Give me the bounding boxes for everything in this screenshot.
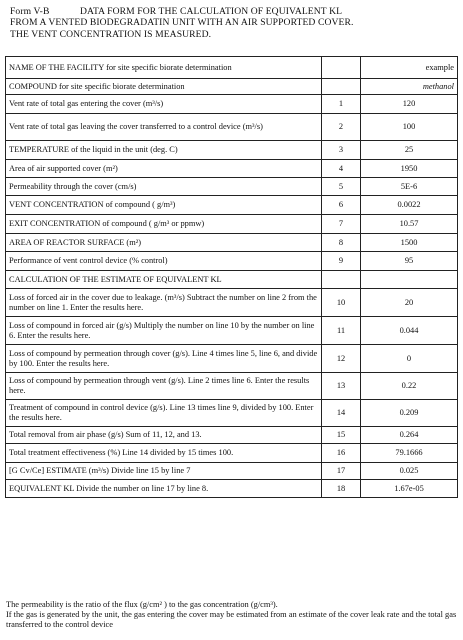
row-number: 3 [322,141,361,160]
row-label: Loss of compound by permeation through cover (g/s). Line 4 times line 5, line 6, and divide by 100. Enter the results here. [6,345,322,373]
form-id: Form V-B [10,6,50,17]
form-row [6,215,458,234]
row-number [322,79,361,95]
form-row [6,95,458,114]
row-number: 18 [322,480,361,498]
row-label: EQUIVALENT KL Divide the number on line 17 by line 8. [6,480,322,498]
row-number: 9 [322,252,361,271]
row-value: 79.1666 [361,444,458,463]
row-value: 0 [361,345,458,373]
row-value: example [361,57,458,79]
row-label: Area of air supported cover (m²) [6,160,322,178]
row-label: Permeability through the cover (cm/s) [6,178,322,196]
row-value: 0.025 [361,463,458,480]
row-label: VENT CONCENTRATION of compound ( g/m³) [6,196,322,215]
row-value: 1950 [361,160,458,178]
row-number: 2 [322,114,361,141]
row-value: 25 [361,141,458,160]
row-value: 0.209 [361,400,458,427]
row-label: Vent rate of total gas leaving the cover transferred to a control device (m³/s) [6,114,322,141]
row-value: 100 [361,114,458,141]
form-row [6,79,458,95]
row-number: 15 [322,427,361,444]
calc-row [6,373,458,400]
row-number [322,57,361,79]
data-form-table [5,56,458,498]
calc-row [6,400,458,427]
form-title-line1: DATA FORM FOR THE CALCULATION OF EQUIVALENT KL [80,6,343,17]
row-label: NAME OF THE FACILITY for site specific biorate determination [6,57,322,79]
row-label: COMPOUND for site specific biorate determination [6,79,322,95]
row-value: 20 [361,289,458,317]
row-label: Total treatment effectiveness (%) Line 14 divided by 15 times 100. [6,444,322,463]
row-label: Total removal from air phase (g/s) Sum of 11, 12, and 13. [6,427,322,444]
row-number: 12 [322,345,361,373]
row-value: 95 [361,252,458,271]
row-number: 10 [322,289,361,317]
form-row [6,196,458,215]
form-row [6,234,458,252]
form-row [6,252,458,271]
row-number: 13 [322,373,361,400]
row-label: Loss of forced air in the cover due to leakage. (m³/s) Subtract the number on line 2 from the number on line 1. Enter the results here. [6,289,322,317]
row-value: 120 [361,95,458,114]
calc-row [6,480,458,498]
row-label: [G Cv/Ce] ESTIMATE (m³/s) Divide line 15 by line 7 [6,463,322,480]
row-label: Loss of compound by permeation through vent (g/s). Line 2 times line 6. Enter the results here. [6,373,322,400]
row-label: Treatment of compound in control device (g/s). Line 13 times line 9, divided by 100. Enter the results here. [6,400,322,427]
form-title-line3: THE VENT CONCENTRATION IS MEASURED. [10,28,212,40]
calc-row [6,345,458,373]
row-number: 8 [322,234,361,252]
calc-row [6,289,458,317]
row-value: 0.0022 [361,196,458,215]
calc-row [6,463,458,480]
form-row [6,160,458,178]
row-number: 6 [322,196,361,215]
row-value: 5E-6 [361,178,458,196]
row-value: 0.22 [361,373,458,400]
footnote-permeability: The permeability is the ratio of the flux (g/cm² ) to the gas concentration (g/cm³). [6,600,278,609]
form-header [10,6,455,40]
row-number: 16 [322,444,361,463]
row-number: 17 [322,463,361,480]
row-number: 14 [322,400,361,427]
row-number: 4 [322,160,361,178]
row-value: 1500 [361,234,458,252]
calc-row [6,444,458,463]
section-heading-row [6,271,458,289]
row-label: Loss of compound in forced air (g/s) Multiply the number on line 10 by the number on line 6. Enter the results here. [6,317,322,345]
row-number [322,271,361,289]
form-row [6,141,458,160]
row-label: Performance of vent control device (% control) [6,252,322,271]
form-row [6,178,458,196]
row-value: methanol [361,79,458,95]
row-value: 0.044 [361,317,458,345]
form-row [6,114,458,141]
row-number: 5 [322,178,361,196]
row-label: Vent rate of total gas entering the cover (m³/s) [6,95,322,114]
footnote-gas-generation: If the gas is generated by the unit, the gas entering the cover may be estimated from an estimate of the cover leak rate and the total gas transferred to the control device [6,610,457,629]
calc-row [6,427,458,444]
calc-row [6,317,458,345]
row-value: 10.57 [361,215,458,234]
form-row [6,57,458,79]
row-number: 7 [322,215,361,234]
row-value: 1.67e-05 [361,480,458,498]
row-number: 1 [322,95,361,114]
form-title-line2: FROM A VENTED BIODEGRADATIN UNIT WITH AN AIR SUPPORTED COVER. [10,17,354,29]
row-label: TEMPERATURE of the liquid in the unit (deg. C) [6,141,322,160]
row-value: 0.264 [361,427,458,444]
row-label: EXIT CONCENTRATION of compound ( g/m³ or ppmw) [6,215,322,234]
row-number: 11 [322,317,361,345]
row-label: AREA OF REACTOR SURFACE (m²) [6,234,322,252]
section-heading: CALCULATION OF THE ESTIMATE OF EQUIVALENT KL [6,271,322,289]
footnotes [6,600,458,630]
row-value [361,271,458,289]
